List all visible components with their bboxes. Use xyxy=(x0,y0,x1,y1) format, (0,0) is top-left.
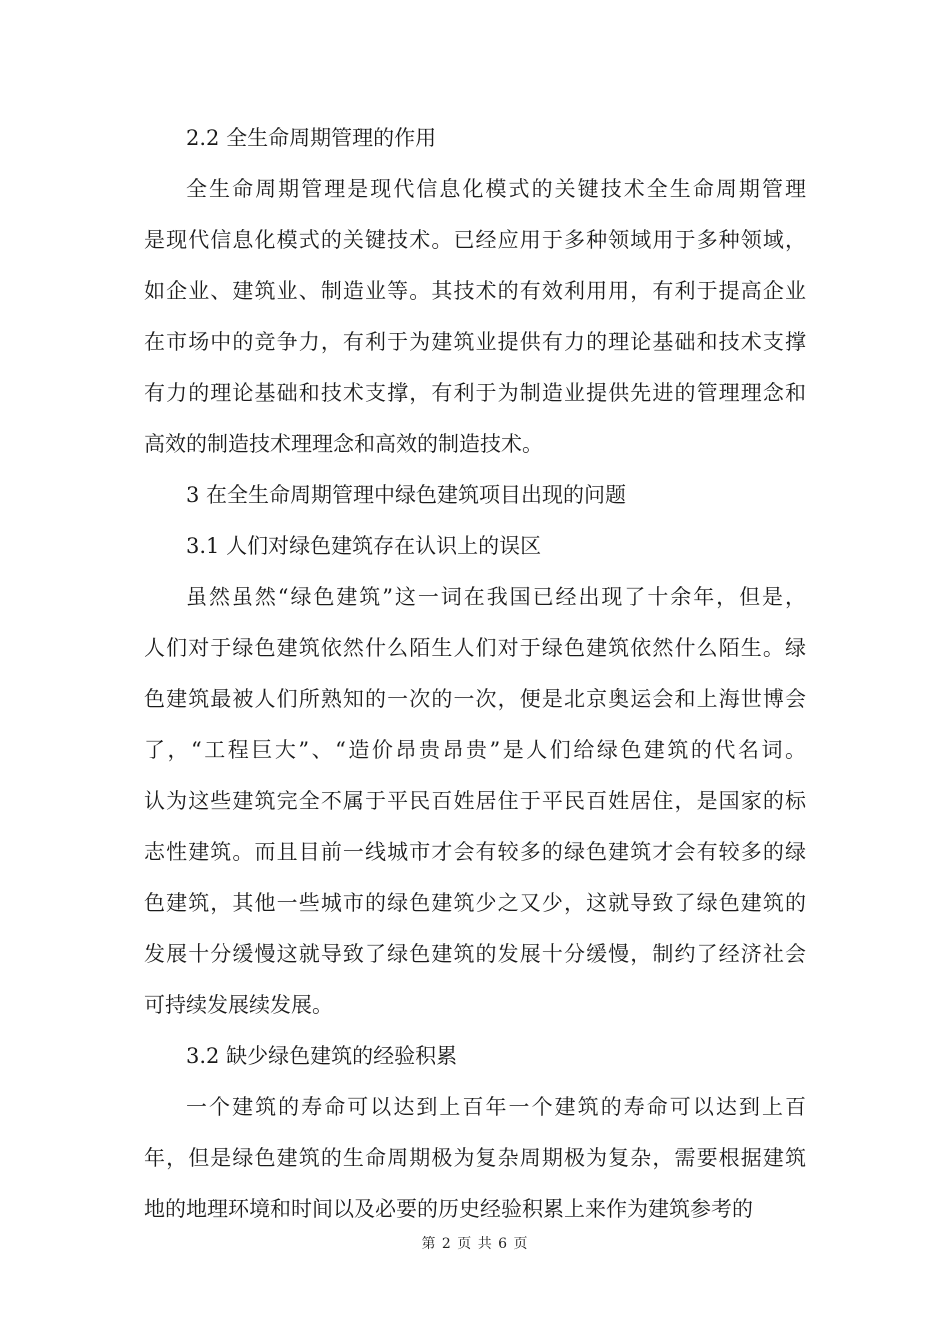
paragraph-line: 高效的制造技术理理念和高效的制造技术。 xyxy=(144,432,543,456)
paragraph-line: 虽然虽然“绿色建筑”这一词在我国已经出现了十余年，但是， xyxy=(186,585,806,609)
heading-text: 3.1 人们对绿色建筑存在认识上的误区 xyxy=(186,534,542,558)
heading-text: 3 在全生命周期管理中绿色建筑项目出现的问题 xyxy=(186,483,627,507)
paragraph-line: 全生命周期管理是现代信息化模式的关键技术全生命周期管理 xyxy=(186,177,806,201)
paragraph-line: 在市场中的竞争力，有利于为建筑业提供有力的理论基础和技术支撑 xyxy=(144,330,806,354)
paragraph-line: 志性建筑。而且目前一线城市才会有较多的绿色建筑才会有较多的绿 xyxy=(144,840,806,864)
heading-text: 3.2 缺少绿色建筑的经验积累 xyxy=(186,1044,458,1068)
heading-text: 2.2 全生命周期管理的作用 xyxy=(186,126,437,150)
paragraph xyxy=(144,164,806,470)
paragraph-line: 人们对于绿色建筑依然什么陌生人们对于绿色建筑依然什么陌生。绿 xyxy=(144,636,806,660)
paragraph-line: 有力的理论基础和技术支撑，有利于为制造业提供先进的管理理念和 xyxy=(144,381,806,405)
paragraph-line: 色建筑，其他一些城市的绿色建筑少之又少，这就导致了绿色建筑的 xyxy=(144,891,806,915)
section-heading xyxy=(144,521,806,572)
paragraph-line: 了，“工程巨大”、“造价昂贵昂贵”是人们给绿色建筑的代名词。 xyxy=(144,738,806,762)
paragraph-line: 年，但是绿色建筑的生命周期极为复杂周期极为复杂，需要根据建筑 xyxy=(144,1146,806,1170)
paragraph-line: 地的地理环境和时间以及必要的历史经验积累上来作为建筑参考的 xyxy=(144,1197,753,1221)
paragraph-line: 如企业、建筑业、制造业等。其技术的有效利用用，有利于提高企业 xyxy=(144,279,806,303)
paragraph-line: 一个建筑的寿命可以达到上百年一个建筑的寿命可以达到上百 xyxy=(186,1095,806,1119)
page-number-footer: 第 2 页 共 6 页 xyxy=(421,1236,529,1252)
section-heading xyxy=(144,113,806,164)
paragraph-line: 色建筑最被人们所熟知的一次的一次，便是北京奥运会和上海世博会 xyxy=(144,687,806,711)
paragraph-line: 发展十分缓慢这就导致了绿色建筑的发展十分缓慢，制约了经济社会 xyxy=(144,942,806,966)
document-body xyxy=(144,113,806,1235)
paragraph-line: 可持续发展续发展。 xyxy=(144,993,333,1017)
paragraph-line: 是现代信息化模式的关键技术。已经应用于多种领域用于多种领域， xyxy=(144,228,806,252)
section-heading xyxy=(144,470,806,521)
paragraph xyxy=(144,1082,806,1235)
paragraph-line: 认为这些建筑完全不属于平民百姓居住于平民百姓居住，是国家的标 xyxy=(144,789,806,813)
section-heading xyxy=(144,1031,806,1082)
paragraph xyxy=(144,572,806,1031)
